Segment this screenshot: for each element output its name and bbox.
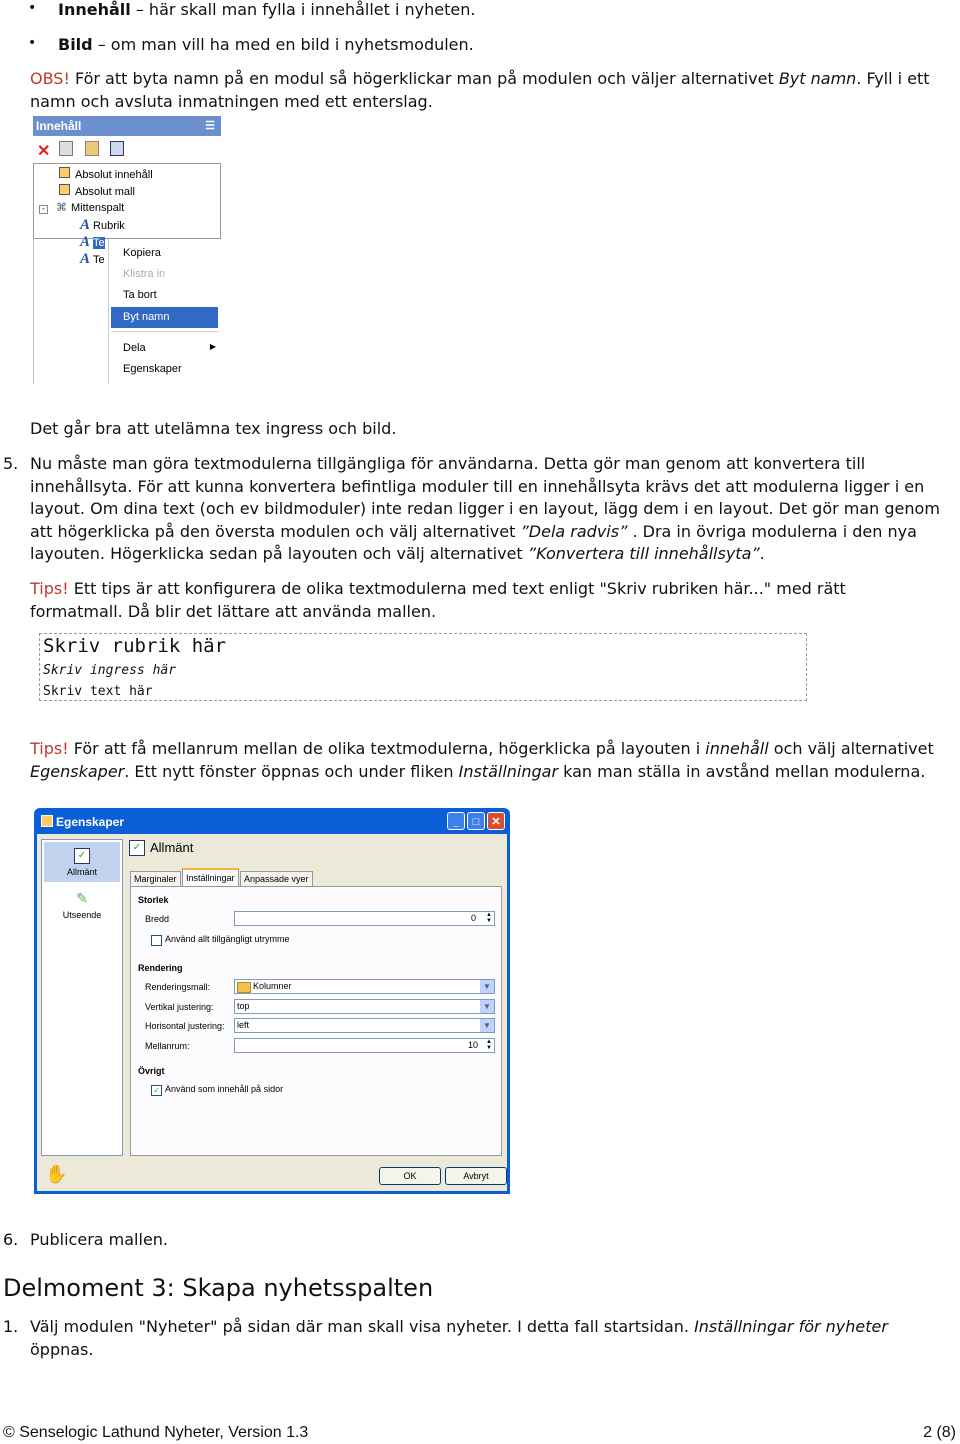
- spinner-icon[interactable]: ▲ ▼: [486, 1039, 492, 1051]
- menu-item-properties[interactable]: Egenskaper: [123, 363, 182, 375]
- dialog-icon: [41, 815, 53, 827]
- section-heading: Delmoment 3: Skapa nyhetsspalten: [3, 1274, 434, 1302]
- use-all-checkbox[interactable]: [151, 935, 162, 946]
- module-icon: [59, 184, 70, 195]
- step-number: 6.: [3, 1230, 19, 1249]
- maximize-icon[interactable]: □: [467, 812, 485, 830]
- tab-custom-views[interactable]: Anpassade vyer: [240, 871, 313, 887]
- checkbox-icon: ✓: [74, 848, 90, 864]
- bullet-item: Bild – om man vill ha med en bild i nyhetsmodulen.: [58, 35, 474, 54]
- template-text: Skriv text här: [43, 684, 153, 699]
- cancel-button[interactable]: Avbryt: [445, 1167, 507, 1185]
- module-icon: [59, 167, 70, 178]
- properties-dialog: [34, 808, 510, 1194]
- move-icon[interactable]: [110, 141, 124, 156]
- template-preview: [39, 633, 807, 701]
- render-template-label: Renderingsmall:: [145, 982, 211, 992]
- menu-item-split[interactable]: Dela: [123, 342, 146, 354]
- context-menu: [108, 239, 222, 384]
- text-module-icon: A: [80, 234, 91, 250]
- dialog-titlebar: Egenskaper _ □ ✕: [34, 808, 510, 834]
- chevron-down-icon[interactable]: ▼: [480, 1019, 494, 1032]
- horizontal-align-select[interactable]: left ▼: [234, 1018, 495, 1033]
- spinner-icon[interactable]: ▲ ▼: [486, 912, 492, 924]
- tab-margins[interactable]: Marginaler: [130, 871, 181, 887]
- bullet-icon: •: [28, 35, 37, 51]
- step-paragraph: Nu måste man göra textmodulerna tillgängliga för användarna. Detta gör man genom att konvertera till innehållsyta. För att kunna konvertera befintliga moduler till en innehållsyta krävs det att modulerna ligger i en layout. Om dina text (och ev bildmoduler) inte redan ligger i en layout, lägg dem i en layout. Det gör man genom att högerklicka på den översta modulen och välj alternativet ”Dela radvis” . Dra in övriga modulerna i den nya layouten. Högerklicka sedan på layouten och välj alternativet ”Konvertera till innehållsyta”.: [30, 454, 940, 563]
- content-panel: [33, 116, 221, 384]
- tree-item[interactable]: - ⌘ Mittenspalt: [39, 201, 124, 214]
- note-paragraph: Det går bra att utelämna tex ingress och bild.: [30, 419, 397, 438]
- tree-view: [33, 163, 221, 239]
- menu-item-delete[interactable]: Ta bort: [123, 289, 157, 301]
- menu-item-copy[interactable]: Kopiera: [123, 247, 161, 259]
- dialog-body: [37, 834, 507, 1191]
- copy-icon[interactable]: [59, 141, 73, 156]
- text-module-icon: A: [80, 251, 91, 267]
- use-all-label: Använd allt tillgängligt utrymme: [165, 934, 290, 944]
- nav-item-appearance[interactable]: ✎ Utseende: [44, 886, 120, 926]
- obs-paragraph: OBS! För att byta namn på en modul så högerklickar man på modulen och väljer alternativet Byt namn. Fyll i ett namn och avsluta inmatningen med ett enterslag.: [30, 69, 930, 111]
- tree-item[interactable]: Absolut mall: [59, 184, 135, 198]
- chevron-down-icon[interactable]: ▼: [480, 1000, 494, 1013]
- bullet-icon: •: [28, 0, 37, 16]
- section-other: Övrigt: [138, 1066, 165, 1076]
- page-number: 2 (8): [923, 1424, 956, 1441]
- minimize-icon[interactable]: _: [447, 812, 465, 830]
- tree-item[interactable]: A Te: [80, 251, 105, 267]
- panel-header: Innehåll ☰: [33, 116, 221, 136]
- spacing-label: Mellanrum:: [145, 1041, 190, 1051]
- text-module-icon: A: [80, 217, 91, 233]
- tips-paragraph: Tips! Ett tips är att konfigurera de olika textmodulerna med text enligt "Skriv rubriken här..." med rätt formatmall. Då blir det lättare att använda mallen.: [30, 579, 846, 621]
- render-template-select[interactable]: Kolumner ▼: [234, 979, 495, 994]
- dialog-nav: [41, 839, 123, 1156]
- submenu-arrow-icon: ▶: [209, 342, 216, 351]
- checkbox-icon: ✓: [129, 840, 145, 856]
- dialog-heading: Allmänt: [150, 840, 194, 855]
- spacing-input[interactable]: 10 ▲ ▼: [234, 1038, 495, 1053]
- tips-paragraph: Tips! För att få mellanrum mellan de olika textmodulerna, högerklicka på layouten i innehåll och välj alternativet Egenskaper. Ett nytt fönster öppnas och under fliken Inställningar kan man ställa in avstånd mellan modulerna.: [30, 739, 934, 781]
- use-as-content-label: Använd som innehåll på sidor: [165, 1084, 284, 1094]
- tree-item[interactable]: A Rubrik: [80, 217, 125, 233]
- width-input[interactable]: 0 ▲ ▼: [234, 911, 495, 926]
- vertical-align-select[interactable]: top ▼: [234, 999, 495, 1014]
- collapse-icon[interactable]: -: [39, 205, 48, 214]
- nav-item-general[interactable]: ✓ Allmänt: [44, 842, 120, 882]
- width-label: Bredd: [145, 914, 170, 924]
- paste-icon[interactable]: [85, 141, 99, 156]
- bullet-item: Innehåll – här skall man fylla i innehållet i nyheten.: [58, 0, 476, 19]
- folder-icon: [237, 982, 251, 993]
- tab-settings[interactable]: Inställningar: [182, 868, 239, 888]
- step-number: 1.: [3, 1317, 19, 1336]
- step-paragraph: Publicera mallen.: [30, 1230, 169, 1249]
- template-ingress: Skriv ingress här: [43, 663, 177, 678]
- horizontal-align-label: Horisontal justering:: [145, 1021, 225, 1031]
- delete-icon[interactable]: ✕: [37, 143, 51, 160]
- tree-item[interactable]: A Te: [80, 234, 105, 250]
- menu-item-rename[interactable]: Byt namn: [111, 307, 218, 328]
- tab-panel: [130, 886, 502, 1156]
- chevron-down-icon[interactable]: ▼: [480, 980, 494, 993]
- panel-toolbar: [37, 141, 124, 161]
- step-number: 5.: [3, 454, 19, 473]
- use-as-content-checkbox[interactable]: ✓: [151, 1085, 162, 1096]
- section-size: Storlek: [138, 895, 169, 905]
- brush-icon: ✎: [76, 890, 88, 906]
- help-icon[interactable]: ✋: [45, 1164, 68, 1184]
- section-rendering: Rendering: [138, 963, 183, 973]
- step-paragraph: Välj modulen "Nyheter" på sidan där man skall visa nyheter. I detta fall startsidan. Inställningar för nyheter öppnas.: [30, 1317, 888, 1359]
- ok-button[interactable]: OK: [379, 1167, 441, 1185]
- brush-icon: ⌘: [56, 202, 67, 214]
- vertical-align-label: Vertikal justering:: [145, 1002, 214, 1012]
- tree-item[interactable]: Absolut innehåll: [59, 167, 153, 181]
- close-icon[interactable]: ✕: [487, 812, 505, 830]
- menu-item-paste[interactable]: Klistra in: [123, 268, 166, 280]
- panel-menu-icon[interactable]: ☰: [205, 120, 215, 132]
- footer-left: © Senselogic Lathund Nyheter, Version 1.3: [3, 1424, 309, 1441]
- template-heading: Skriv rubrik här: [43, 635, 227, 657]
